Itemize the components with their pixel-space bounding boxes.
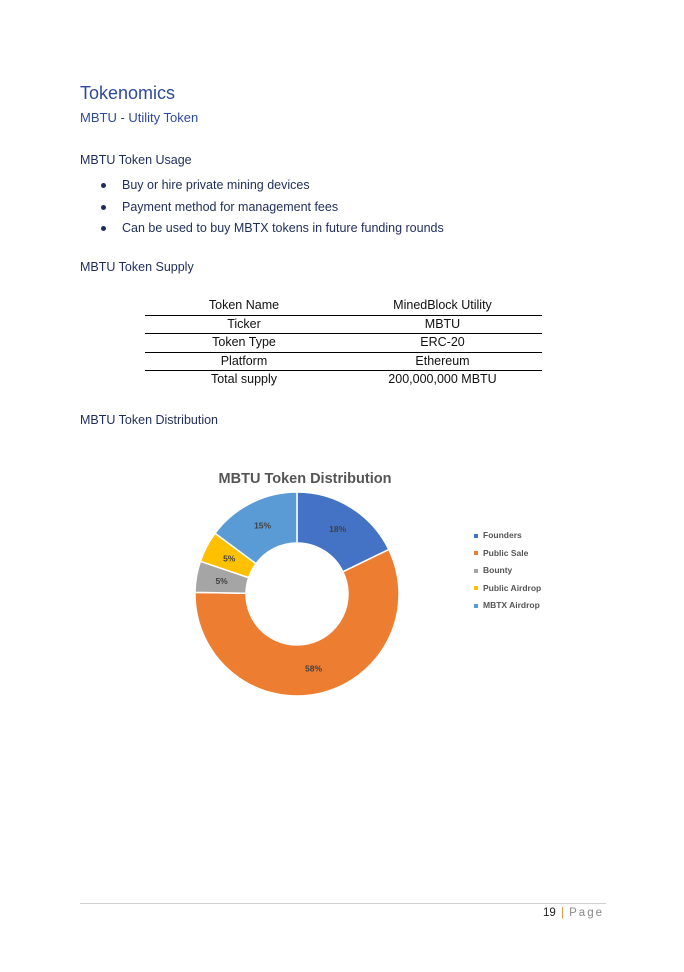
legend-swatch xyxy=(474,551,478,555)
usage-list xyxy=(100,175,444,240)
usage-heading: MBTU Token Usage xyxy=(80,153,192,167)
donut-chart xyxy=(190,465,420,705)
chart-title: MBTU Token Distribution xyxy=(218,471,392,487)
legend-entry xyxy=(474,562,541,580)
data-label: 5% xyxy=(215,575,228,586)
bullet-icon xyxy=(101,205,106,210)
table-row xyxy=(145,334,542,353)
legend-entry xyxy=(474,527,541,545)
page-footer xyxy=(543,907,604,919)
legend-swatch xyxy=(474,569,478,573)
footer-separator: | xyxy=(560,907,564,919)
legend-swatch xyxy=(474,534,478,538)
legend-swatch xyxy=(474,604,478,608)
table-cell-value: ERC-20 xyxy=(343,334,542,353)
data-label: 5% xyxy=(223,553,236,564)
legend-entry xyxy=(474,580,541,598)
distribution-chart xyxy=(190,465,560,705)
page-word: Page xyxy=(569,907,604,919)
table-row xyxy=(145,297,542,315)
supply-table xyxy=(145,297,542,389)
table-cell-label: Platform xyxy=(145,352,343,371)
legend-label: Public Airdrop xyxy=(483,582,542,593)
legend-entry xyxy=(474,545,541,563)
table-cell-value: MBTU xyxy=(343,315,542,334)
list-item-text: Buy or hire private mining devices xyxy=(122,178,310,192)
page-number: 19 xyxy=(542,907,556,919)
table-cell-label: Token Type xyxy=(145,334,343,353)
table-row xyxy=(145,315,542,334)
list-item xyxy=(100,197,444,219)
page-subtitle: MBTU - Utility Token xyxy=(80,110,199,125)
table-row xyxy=(145,352,542,371)
list-item-text: Can be used to buy MBTX tokens in future funding rounds xyxy=(122,221,444,235)
data-label: 18% xyxy=(329,524,347,535)
legend-label: MBTX Airdrop xyxy=(483,600,540,610)
page-title: Tokenomics xyxy=(80,83,176,103)
list-item-text: Payment method for management fees xyxy=(122,199,339,214)
distribution-heading: MBTU Token Distribution xyxy=(80,413,219,427)
chart-legend xyxy=(474,527,541,615)
legend-label: Public Sale xyxy=(483,547,529,558)
table-cell-value: 200,000,000 MBTU xyxy=(388,372,497,387)
table-cell-value: Ethereum xyxy=(343,352,542,371)
data-label: 58% xyxy=(305,663,323,674)
table-row xyxy=(145,371,542,389)
legend-entry xyxy=(474,597,541,615)
legend-label: Bounty xyxy=(483,565,513,575)
supply-heading: MBTU Token Supply xyxy=(80,260,194,274)
data-label: 15% xyxy=(254,520,272,531)
list-item xyxy=(100,218,444,240)
footer-divider xyxy=(80,903,606,904)
table-cell-label: Total supply xyxy=(210,372,277,387)
table-cell-label: Token Name xyxy=(145,297,343,315)
legend-label: Founders xyxy=(483,530,522,540)
legend-swatch xyxy=(474,586,478,590)
bullet-icon xyxy=(101,226,106,231)
table-cell-label: Ticker xyxy=(145,315,343,334)
list-item xyxy=(100,175,444,197)
bullet-icon xyxy=(101,183,106,188)
table-cell-value: MinedBlock Utility xyxy=(343,297,542,315)
